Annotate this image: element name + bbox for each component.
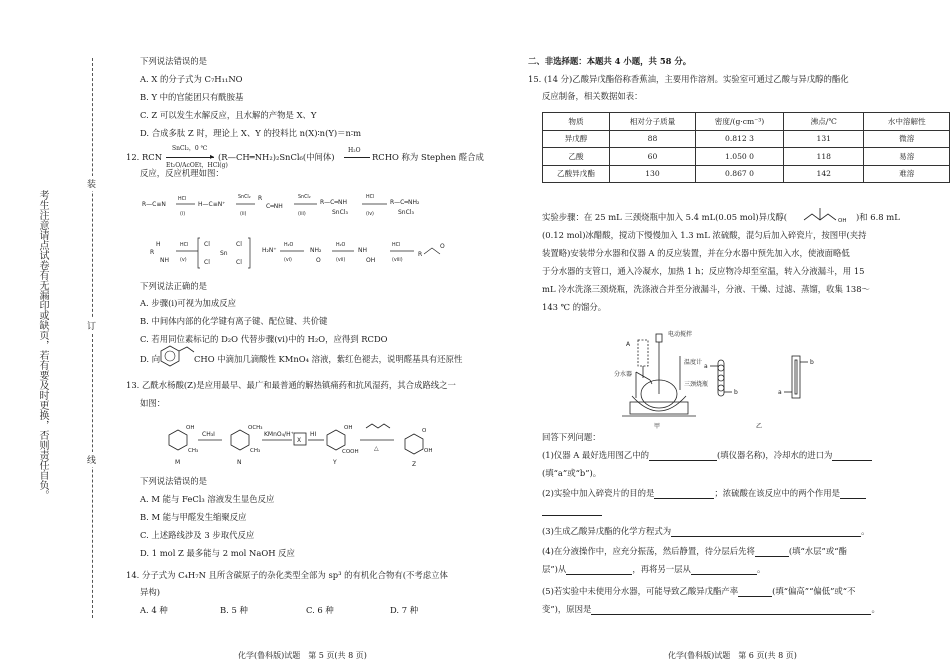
reagent-kmno4: KMnO₄/H⁺: [264, 431, 294, 438]
table-cell: 118: [784, 148, 864, 166]
svg-text:(vii): (vii): [336, 258, 346, 263]
svg-text:OCH₃: OCH₃: [248, 425, 263, 431]
table-row: [543, 148, 950, 166]
table-cell: 易溶: [864, 148, 950, 166]
q13-option-c: C. 上述路线涉及 3 步取代反应: [140, 530, 255, 540]
q12-arrow1-top: SnCl₂，0 ℃: [172, 145, 208, 152]
q12-option-b: B. 中间体内部的化学键有离子键、配位键、共价键: [140, 316, 328, 326]
table-cell: 60: [609, 148, 695, 166]
q13-option-d: D. 1 mol Z 最多能与 2 mol NaOH 反应: [140, 548, 295, 558]
svg-text:SnCl₂: SnCl₂: [298, 195, 311, 200]
q12-lead: 下列说法正确的是: [140, 281, 207, 291]
apparatus-label-flask: 三颈烧瓶: [684, 381, 709, 388]
answer-blank[interactable]: [840, 498, 866, 499]
svg-text:(viii): (viii): [392, 258, 403, 263]
table-cell: 1.050 0: [695, 148, 783, 166]
q11-lead: 下列说法错误的是: [140, 56, 207, 66]
svg-text:R: R: [258, 195, 263, 202]
table-cell: 0.867 0: [695, 165, 783, 183]
svg-text:R: R: [150, 249, 155, 256]
svg-text:H₂N⁺: H₂N⁺: [262, 247, 277, 254]
table-header-cell: 相对分子质量: [609, 113, 695, 131]
svg-text:NH₂: NH₂: [310, 247, 322, 254]
q15-4-part2: (填“水层”或“酯: [788, 546, 847, 556]
q14-option-d: D. 7 种: [390, 605, 419, 615]
q12-product: RCHO 称为 Stephen 醛合成: [372, 152, 484, 162]
svg-text:O: O: [422, 428, 427, 434]
answer-blank[interactable]: [832, 460, 872, 461]
q12-option-a: A. 步骤(i)可视为加成反应: [140, 298, 236, 308]
svg-text:SnCl₂: SnCl₂: [238, 195, 251, 200]
q12-arrow1-bottom: Et₂O/AcOEt，HCl(g): [166, 162, 228, 169]
svg-text:Cl: Cl: [204, 241, 210, 248]
q15-4-line2: [542, 564, 765, 575]
q15-2-part1: (2)实验中加入碎瓷片的目的是: [542, 488, 655, 498]
label-m: M: [175, 459, 181, 466]
q11-option-b: B. Y 中的官能团只有酰胺基: [140, 92, 244, 102]
svg-text:(v): (v): [180, 258, 187, 263]
binding-mark-xian: 线: [87, 452, 96, 467]
answer-blank-line[interactable]: [542, 515, 602, 516]
svg-text:H: H: [156, 241, 161, 248]
isoamyl-alcohol-structure: [802, 204, 854, 224]
q12-arrow2-top: H₂O: [348, 147, 361, 154]
binding-mark-zhuang: 装: [87, 176, 96, 191]
q15-5-part2: (填“偏高”“偏低”或“不: [772, 586, 856, 596]
answer-blank[interactable]: [755, 556, 789, 557]
table-cell: 88: [609, 130, 695, 148]
q12-line2: 反应，反应机理如图：: [140, 168, 224, 178]
q11-option-c: C. Z 可以发生水解反应，且水解的产物是 X、Y: [140, 110, 317, 120]
q12-option-d-prefix: D. 向: [140, 354, 161, 364]
svg-text:(i): (i): [180, 212, 186, 217]
table-cell: 142: [784, 165, 864, 183]
svg-text:O: O: [316, 257, 321, 264]
svg-text:CH₃: CH₃: [188, 448, 199, 454]
svg-text:HCl: HCl: [180, 243, 189, 248]
q13-line1: 13. 乙酰水杨酸(Z)是应用最早、最广和最普通的解热镇痛药和抗风湿药，其合成路线之一: [126, 380, 456, 390]
svg-text:R—C≡N: R—C≡N: [142, 201, 166, 208]
apparatus-label-a: A: [626, 341, 631, 348]
right-page-footer: 化学(鲁科版)试题 第 6 页(共 8 页): [668, 651, 797, 660]
q15-4-part5: 。: [756, 564, 766, 574]
table-cell: 乙酸: [543, 148, 610, 166]
steps-line1: 实验步骤：在 25 mL 三颈烧瓶中加入 5.4 mL(0.05 mol)异戊醇(: [542, 212, 788, 222]
svg-text:OH: OH: [186, 425, 195, 431]
q14-option-a: A. 4 种: [140, 605, 168, 615]
q13-option-a: A. M 能与 FeCl₃ 溶液发生显色反应: [140, 494, 275, 504]
q12-option-d-rest: CHO 中滴加几滴酸性 KMnO₄ 溶液，紫红色褪去，说明醛基具有还原性: [194, 354, 463, 364]
reagent-heat: △: [374, 445, 379, 452]
q15-2-part2: ；浓硫酸在该反应中的两个作用是: [714, 488, 840, 498]
table-header-cell: 水中溶解性: [864, 113, 950, 131]
table-cell: 0.812 3: [695, 130, 783, 148]
svg-text:CH₃: CH₃: [250, 448, 261, 454]
steps-line3: 装置略)安装带分水器和仪器 A 的反应装置，并在分水器中预先加入水，使液面略低: [542, 248, 850, 258]
q13-lead: 下列说法错误的是: [140, 476, 207, 486]
q15-5-line2: 变”)，原因是 。: [542, 604, 880, 614]
apparatus-label-a1: a: [704, 363, 708, 370]
table-cell: 130: [609, 165, 695, 183]
q15-1-part2: (填仪器名称)，冷却水的进口为: [717, 450, 833, 460]
table-header-row: [543, 113, 950, 131]
q15-4-part1: (4)在分液操作中，应充分振荡，然后静置，待分层后先将: [542, 546, 755, 556]
questions-lead: 回答下列问题：: [542, 432, 601, 442]
q15-3: (3)生成乙酸异戊酯的化学方程式为 。: [542, 526, 870, 536]
q13-line2: 如图：: [140, 398, 166, 408]
answer-blank[interactable]: [566, 574, 632, 575]
table-cell: 微溶: [864, 130, 950, 148]
svg-text:Sn: Sn: [220, 250, 228, 257]
apparatus-label-b1: b: [734, 389, 738, 396]
properties-table: [542, 112, 950, 183]
svg-text:(iv): (iv): [366, 212, 374, 217]
svg-text:SnCl₃: SnCl₃: [398, 209, 414, 216]
apparatus-label-jia: 甲: [654, 423, 661, 430]
q15-1: [542, 450, 872, 461]
svg-text:SnCl₃: SnCl₃: [332, 209, 348, 216]
svg-text:H₂O: H₂O: [284, 243, 294, 248]
q12-arrow1: [166, 157, 214, 158]
q15-line2: 反应制备，相关数据如表：: [542, 91, 643, 101]
table-row: [543, 130, 950, 148]
svg-text:(vi): (vi): [284, 258, 292, 263]
svg-text:OH: OH: [424, 448, 433, 454]
q15-5-part1: (5)若实验中未使用分水器，可能导致乙酸异戊酯产率: [542, 586, 739, 596]
table-cell: 131: [784, 130, 864, 148]
q13-option-b: B. M 能与甲醛发生缩聚反应: [140, 512, 247, 522]
label-x: X: [297, 437, 302, 444]
svg-text:HCl: HCl: [178, 197, 187, 202]
answer-blank[interactable]: [654, 498, 714, 499]
reagent-hi: HI: [310, 431, 317, 438]
svg-text:OH: OH: [366, 257, 376, 264]
apparatus-label-b2: b: [810, 359, 814, 366]
table-header-cell: 沸点/℃: [784, 113, 864, 131]
svg-text:R—C═NH: R—C═NH: [320, 199, 347, 206]
svg-text:HCl: HCl: [392, 243, 401, 248]
q14-line2: 异构): [140, 587, 161, 597]
stephen-mechanism-diagram: [140, 186, 470, 274]
apparatus-label-yi: 乙: [756, 423, 763, 430]
arrow-head-icon: ▸: [210, 152, 215, 161]
q15-1-part1: (1)仪器 A 最好选用图乙中的: [542, 450, 649, 460]
binding-mark-ding: 订: [87, 318, 96, 333]
answer-blank[interactable]: [649, 460, 717, 461]
q15-5: [542, 586, 855, 597]
answer-blank[interactable]: [671, 536, 861, 537]
svg-text:R—C═NH₂: R—C═NH₂: [390, 199, 420, 206]
table-cell: 异戊醇: [543, 130, 610, 148]
steps-line2: (0.12 mol)冰醋酸，搅动下慢慢加入 1.3 mL 浓硫酸，混匀后加入碎瓷片，按图甲(夹持: [542, 230, 867, 240]
q15-2: [542, 488, 866, 499]
q15-line1: 15. (14 分)乙酸异戊酯俗称香蕉油，主要用作溶剂。实验室可通过乙酸与异戊醇的酯化: [528, 74, 849, 84]
svg-text:Cl: Cl: [236, 259, 242, 266]
reagent-ch3i: CH₃I: [202, 431, 215, 438]
q15-3-text: (3)生成乙酸异戊酯的化学方程式为: [542, 526, 672, 536]
steps-line1-tail: )和 6.8 mL: [856, 212, 900, 222]
q14-option-c: C. 6 种: [306, 605, 334, 615]
label-z: Z: [412, 461, 417, 468]
apparatus-label-stirrer: 电动搅拌: [668, 331, 693, 338]
svg-text:O: O: [440, 243, 445, 250]
svg-text:HCl: HCl: [366, 195, 375, 200]
table-row: [543, 165, 950, 183]
left-page-footer: 化学(鲁科版)试题 第 5 页(共 8 页): [238, 651, 367, 660]
svg-text:NH: NH: [358, 247, 367, 254]
svg-text:Cl: Cl: [204, 259, 210, 266]
answer-blank[interactable]: [591, 614, 871, 615]
svg-text:OH: OH: [344, 425, 353, 431]
q15-5-part3: 变”)，原因是: [542, 604, 592, 614]
binding-line: [92, 58, 93, 618]
q11-option-a: A. X 的分子式为 C₇H₁₁NO: [140, 74, 243, 84]
q12-option-c: C. 若用同位素标记的 D₂O 代替步骤(vi)中的 H₂O，应得到 RCDO: [140, 334, 388, 344]
q14-option-b: B. 5 种: [220, 605, 248, 615]
answer-blank[interactable]: [738, 596, 772, 597]
svg-text:COOH: COOH: [342, 449, 359, 455]
table-cell: 乙酸异戊酯: [543, 165, 610, 183]
apparatus-label-a2: a: [778, 389, 782, 396]
apparatus-label-separator: 分水器: [614, 371, 633, 378]
label-n: N: [237, 459, 242, 466]
svg-text:OH: OH: [838, 218, 847, 224]
q15-1-part3: (填“a”或“b”)。: [542, 468, 602, 478]
q15-4-part4: ，再将另一层从: [632, 564, 691, 574]
svg-text:(iii): (iii): [298, 212, 306, 217]
aspirin-synthesis-route: [166, 420, 466, 468]
answer-blank[interactable]: [691, 574, 757, 575]
svg-text:Cl: Cl: [236, 241, 242, 248]
candidate-notice: 考生注意请点试卷有无漏印或缺页，若有要及时更换，否则责任自负。: [37, 190, 48, 500]
q12-arrow2: [344, 157, 370, 158]
svg-text:R: R: [418, 251, 423, 258]
svg-text:NH: NH: [160, 257, 169, 264]
apparatus-label-thermometer: 温度计: [684, 359, 703, 366]
section-heading: 二、非选择题：本题共 4 小题，共 58 分。: [528, 56, 692, 66]
q11-option-d: D. 合成多肽 Z 时，理论上 X、Y 的投料比 n(X)∶n(Y)＝n∶m: [140, 128, 362, 138]
table-cell: 难溶: [864, 165, 950, 183]
svg-text:H—C≡N⁺: H—C≡N⁺: [198, 201, 226, 208]
apparatus-diagram: [610, 326, 850, 430]
svg-text:H₂O: H₂O: [336, 243, 346, 248]
q12-intermediate: (R—CH═NH₂)₂SnCl₆(中间体): [218, 152, 335, 162]
steps-line5: mL 冷水洗涤三颈烧瓶，洗涤液合并至分液漏斗，分液、干燥、过滤、蒸馏，收集 138～: [542, 284, 870, 294]
table-header-cell: 物质: [543, 113, 610, 131]
table-header-cell: 密度/(g·cm⁻³): [695, 113, 783, 131]
svg-text:C═NH: C═NH: [266, 203, 283, 210]
q14-line1: 14. 分子式为 C₄H₇N 且所含碳原子的杂化类型全部为 sp³ 的有机化合物有(不考虑立体: [126, 570, 448, 580]
q12-start: 12. RCN: [126, 152, 163, 162]
label-y: Y: [333, 459, 337, 466]
svg-text:(ii): (ii): [240, 212, 247, 217]
q15-4-part3: 层”)从: [542, 564, 567, 574]
q15-4: [542, 546, 847, 557]
steps-line6: 143 ℃ 的馏分。: [542, 302, 607, 312]
steps-line4: 于分水器的支管口，通入冷凝水，加热 1 h；反应物冷却至室温，转入分液漏斗，用 15: [542, 266, 865, 276]
